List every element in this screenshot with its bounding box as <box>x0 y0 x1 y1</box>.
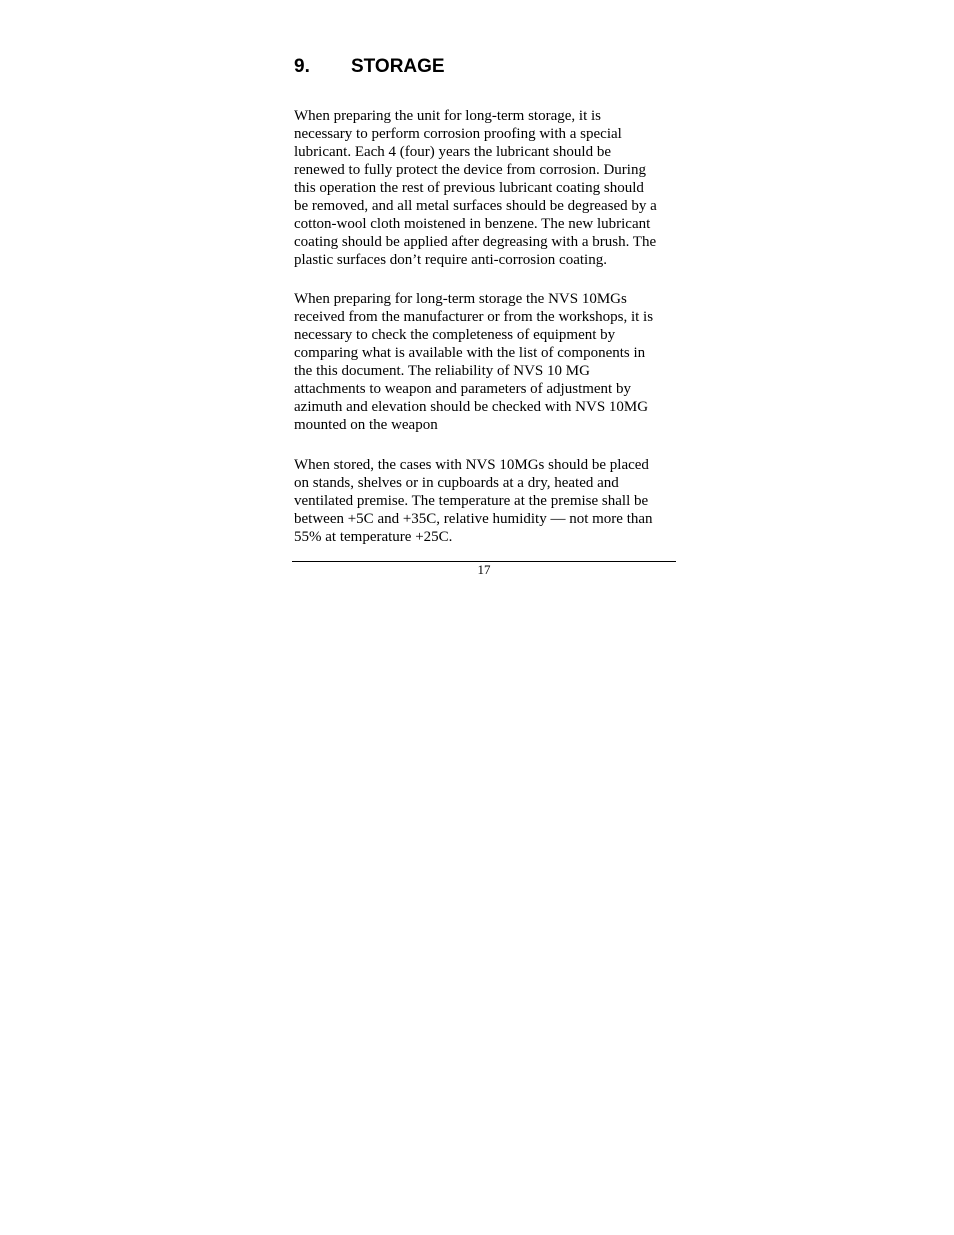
text-line: renewed to fully protect the device from corrosion. During <box>294 162 646 178</box>
text-line: lubricant. Each 4 (four) years the lubricant should be <box>294 144 611 160</box>
text-line: mounted on the weapon <box>294 417 438 433</box>
paragraph-completeness-check <box>294 290 676 434</box>
paragraph-storage-conditions <box>294 456 676 546</box>
section-number: 9. <box>294 56 310 77</box>
section-title: STORAGE <box>351 56 445 77</box>
text-line: When stored, the cases with NVS 10MGs should be placed <box>294 457 649 473</box>
text-line: between +5C and +35C, relative humidity — not more than <box>294 511 653 527</box>
text-line: this operation the rest of previous lubricant coating should <box>294 180 644 196</box>
paragraph-corrosion-proofing <box>294 107 676 269</box>
text-line: on stands, shelves or in cupboards at a dry, heated and <box>294 475 619 491</box>
text-line: comparing what is available with the list of components in <box>294 345 646 361</box>
text-line: azimuth and elevation should be checked with NVS 10MG <box>294 399 649 415</box>
section-heading <box>294 56 445 78</box>
text-line: necessary to perform corrosion proofing with a special <box>294 126 622 142</box>
text-line: ventilated premise. The temperature at the premise shall be <box>294 493 649 509</box>
text-line: 55% at temperature +25C. <box>294 529 453 545</box>
text-line: coating should be applied after degreasing with a brush. The <box>294 234 657 250</box>
page-number: 17 <box>477 562 491 577</box>
text-line: received from the manufacturer or from the workshops, it is <box>294 309 654 325</box>
text-line: When preparing the unit for long-term storage, it is <box>294 108 601 124</box>
text-line: attachments to weapon and parameters of adjustment by <box>294 381 631 397</box>
text-line: be removed, and all metal surfaces should be degreased by a <box>294 198 657 214</box>
text-line: necessary to check the completeness of equipment by <box>294 327 616 343</box>
text-line: cotton-wool cloth moistened in benzene. The new lubricant <box>294 216 651 232</box>
text-line: the this document. The reliability of NVS 10 MG <box>294 363 590 379</box>
text-line: plastic surfaces don’t require anti-corrosion coating. <box>294 252 607 268</box>
text-line: When preparing for long-term storage the NVS 10MGs <box>294 291 627 307</box>
